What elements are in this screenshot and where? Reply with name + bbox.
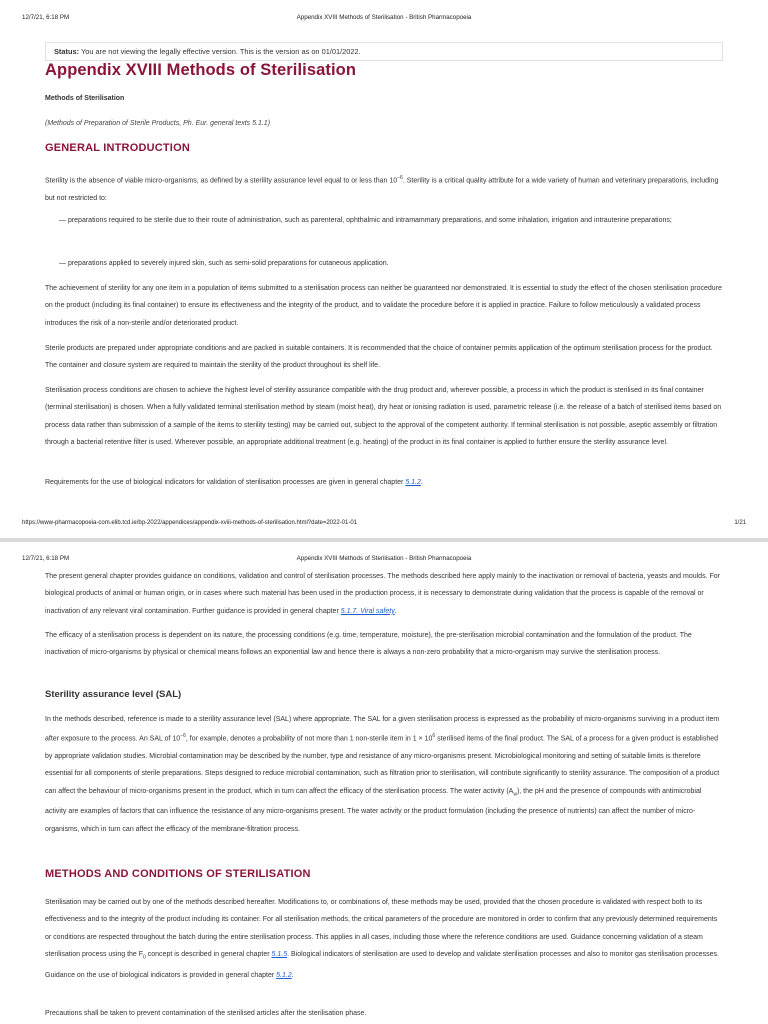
print-datetime-2: 12/7/21, 6:18 PM bbox=[22, 555, 70, 562]
section-heading-sal: Sterility assurance level (SAL) bbox=[45, 689, 182, 700]
page-title: Appendix XVIII Methods of Sterilisation bbox=[45, 61, 357, 79]
paragraph-process-conditions: Sterilisation process conditions are chosen to achieve the highest level of sterility assurance compatible with the drug product and, wherever possible, a process in which the product is sterilised in its final container (terminal sterilisation) is chosen. When a fully validated terminal sterilisation method by steam (moist heat), dry heat or ionising radiation is used, parametric release (i.e. the release of a batch of sterilised items based on process data rather than submission of a sample of the items to sterility testing) may be carried out, subject to the approval of the competent authority. If terminal sterilisation is not possible, aseptic assembly or filtration through a bacterial retentive filter is used. Wherever possible, an appropriate additional treatment (e.g. heating) of the product in its final container is applied to further ensure the sterility assurance level. bbox=[45, 387, 722, 446]
paragraph-precautions: Precautions shall be taken to prevent contamination of the sterilised articles after the sterilisation phase. bbox=[45, 1010, 367, 1017]
source-reference: (Methods of Preparation of Sterile Products, Ph. Eur. general texts 5.1.1) bbox=[45, 120, 271, 127]
link-chapter-5-1-7-viral-safety[interactable]: 5.1.7. Viral safety bbox=[340, 607, 395, 615]
link-chapter-5-1-2[interactable]: 5.1.2 bbox=[405, 479, 421, 486]
print-url: https://www-pharmacopoeia-com.elib.tcd.ie/bp-2022/appendices/appendix-xviii-methods-of-sterilisation.html?date=2022-01-01 bbox=[22, 520, 358, 526]
paragraph-requirements: Requirements for the use of biological indicators for validation of sterilisation processes are given in general chapter 5.1.2. bbox=[45, 479, 423, 486]
print-header bbox=[22, 14, 746, 21]
list-item-sterile-route: — preparations required to be sterile due to their route of administration, such as parenteral, ophthalmic and intramammary preparations, and some inhalation, irrigation and intrauterine preparations; bbox=[59, 217, 672, 224]
link-chapter-5-1-5[interactable]: 5.1.5 bbox=[271, 950, 288, 958]
paragraph-achievement: The achievement of sterility for any one item in a population of items submitted to a sterilisation process can neither be guaranteed nor demonstrated. It is essential to study the effect of the chosen sterilisation procedure on the product (including its final container) to ensure its effectiveness and the integrity of the product, and to validate the procedure before it is applied in practice. Failure to follow meticulously a validated process introduces the risk of a non-sterile and/or deteriorated product. bbox=[45, 285, 722, 327]
print-title-2: Appendix XVIII Methods of Sterilisation - British Pharmacopoeia bbox=[296, 555, 472, 562]
paragraph-efficacy: The efficacy of a sterilisation process is dependent on its nature, the processing conditions (e.g. time, temperature, moisture), the pre-sterilisation microbial contamination and the formulation of the product. The inactivation of micro-organisms by physical or chemical means follows an exponential law and hence there is always a non-zero probability that a micro-organism may survive the sterilisation process. bbox=[45, 632, 692, 657]
print-title: Appendix XVIII Methods of Sterilisation - British Pharmacopoeia bbox=[296, 14, 472, 21]
link-chapter-5-1-2-b[interactable]: 5.1.2 bbox=[276, 971, 292, 979]
page-break bbox=[0, 538, 768, 542]
list-item-injured-skin: — preparations applied to severely injured skin, such as semi-solid preparations for cutaneous application. bbox=[59, 260, 389, 267]
status-text: You are not viewing the legally effective version. This is the version as on 01/01/2022. bbox=[79, 47, 361, 56]
paragraph-sal: In the methods described, reference is made to a sterility assurance level (SAL) where appropriate. The SAL for a given sterilisation process is expressed as the probability of micro-organisms surviving in a product item after exposure to the process. An SAL of $10^{-6}$, for example, denotes a probability of not more than 1 non-sterile item in $1 \times 10^6$ sterilised items of the final product. The SAL of a process for a given product is established by appropriate validation studies. Microbial contamination may be described by the number, type and resistance of any micro-organisms present. Microbiological monitoring and setting of suitable limits is therefore essential for all components of sterile preparations. Steps designed to reduce microbial contamination, such as filtration prior to sterilisation, will contribute significantly to sterility assurance. The composition of a product can affect the behaviour of micro-organisms present in the product, which in turn can affect the efficacy of the sterilisation process. The water activity $(A_w)$, the pH and the presence of compounds with antimicrobial activity are examples of factors that can influence the resistance of any micro-organisms present. The water activity or the product formulation (including the presence of nutrients) can affect the number of micro-organisms, which in turn can affect the efficacy of the membrane-filtration process. bbox=[45, 716, 720, 833]
paragraph-sterile-products: Sterile products are prepared under appropriate conditions and are packed in suitable containers. It is recommended that the choice of container permits application of the optimum sterilisation process for the product. The container and closure system are required to maintain the sterility of the product throughout its shelf life. bbox=[45, 345, 713, 370]
section-heading-general-introduction: GENERAL INTRODUCTION bbox=[45, 142, 190, 154]
status-label: Status: bbox=[54, 47, 80, 56]
status-banner bbox=[45, 42, 723, 61]
paragraph-present-chapter: The present general chapter provides guidance on conditions, validation and control of sterilisation processes. The methods described here apply mainly to the inactivation or removal of bacteria, yeasts and moulds. For biological products of animal or human origin, or in cases where such material has been used in the production process, it is necessary to demonstrate during validation that the process is capable of the removal or inactivation of any relevant viral contamination. Further guidance is provided in general chapter 5.1.7. Viral safety. bbox=[45, 573, 720, 615]
paragraph-methods: Sterilisation may be carried out by one of the methods described hereafter. Modifications to, or combinations of, these methods may be used, provided that the chosen procedure is validated with respect both to its effectiveness and to the integrity of the product including its container. For all sterilisation methods, the critical parameters of the procedure are monitored in order to confirm that any previously determined requirements or conditions are respected throughout the batch during the entire sterilisation process. This applies in all cases, including those where the reference conditions are used. Guidance concerning validation of a steam sterilisation process using the $F_0$ concept is described in general chapter 5.1.5. Biological indicators of sterilisation are used to develop and validate sterilisation processes and also to monitor gas sterilisation processes. Guidance on the use of biological indicators is provided in general chapter 5.1.2. bbox=[45, 899, 719, 979]
print-datetime: 12/7/21, 6:18 PM bbox=[22, 14, 70, 21]
section-heading-methods-conditions: METHODS AND CONDITIONS OF STERILISATION bbox=[45, 868, 311, 880]
print-footer bbox=[22, 520, 746, 526]
paragraph-sterility-definition: Sterility is the absence of viable micro-organisms, as defined by a sterility assurance level equal to or less than $10^{-6}$. Sterility is a critical quality attribute for a wide variety of human and veterinary preparations, including but not restricted to: bbox=[45, 175, 719, 202]
print-header-2 bbox=[22, 555, 746, 562]
page-subtitle: Methods of Sterilisation bbox=[45, 95, 125, 102]
page-number: 1/21 bbox=[734, 520, 746, 526]
